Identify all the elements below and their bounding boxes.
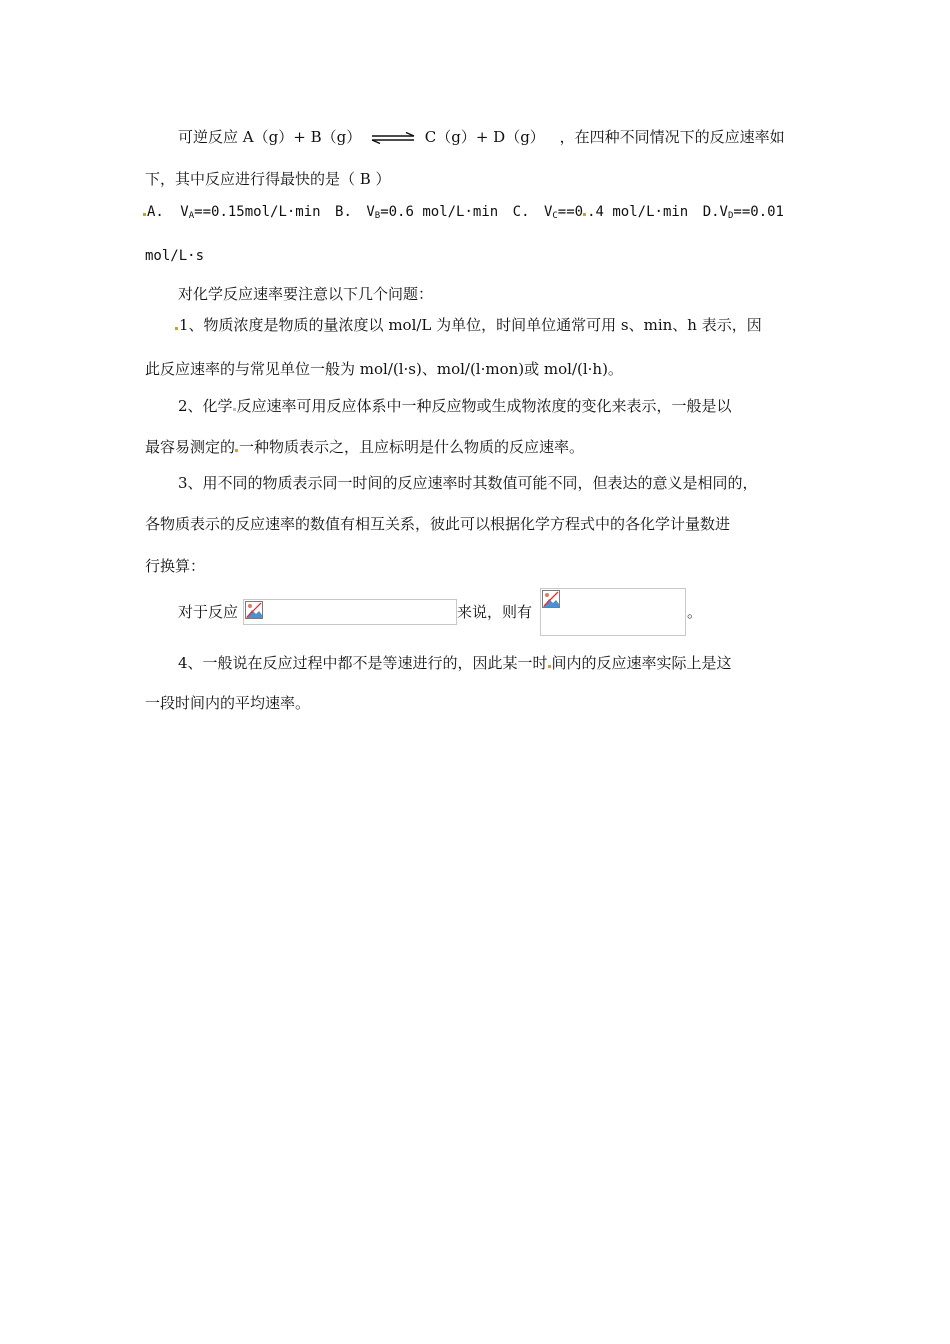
problem-line-2: 下，其中反应进行得最快的是（ B ） [145, 170, 391, 188]
option-d-sub: D [727, 211, 734, 221]
note-3-formula-prefix: 对于反应 [178, 603, 239, 621]
option-d-label: D.V [702, 204, 728, 220]
problem-prefix: 可逆反应 [178, 128, 239, 146]
option-b-sub: B [374, 211, 381, 221]
note-3-formula-end: 。 [687, 603, 703, 621]
note-2-text-b2: 一种物质表示之，且应标明是什么物质的反应速率。 [239, 438, 585, 456]
note-2-text-a2: 反应速率可用反应体系中一种反应物或生成物浓度的变化来表示，一般是以 [236, 397, 732, 415]
note-3-line-c: 行换算： [145, 557, 206, 575]
option-c-var: V [543, 204, 553, 220]
option-c-label: C. [512, 204, 530, 220]
problem-suffix: ，在四种不同情况下的反应速率如 [559, 128, 785, 146]
note-3-formula-mid: 来说，则有 [457, 603, 533, 621]
option-b-value: =0.6 mol/L·min [380, 204, 499, 220]
marker-dot [233, 408, 236, 411]
marker-dot [235, 449, 238, 452]
note-2-text-a1: 2、化学 [178, 397, 233, 415]
broken-image-icon [542, 590, 560, 608]
products: C（g）+ D（g） [424, 128, 545, 146]
option-a-label: A. [147, 204, 164, 220]
note-1-text-a: 1、物质浓度是物质的量浓度以 mol/L 为单位，时间单位通常可用 s、min、h 表示，因 [179, 316, 762, 334]
note-3-line-b: 各物质表示的反应速率的数值有相互关系，彼此可以根据化学方程式中的各化学计量数进 [145, 515, 731, 533]
option-a-sub: A [188, 211, 195, 221]
note-4-text-a1: 4、一般说在反应过程中都不是等速进行的，因此某一时 [178, 654, 548, 672]
option-d-unit: mol/L·s [145, 248, 205, 264]
option-a-value: ==0.15mol/L·min [194, 204, 321, 220]
option-c-sub: C [552, 211, 558, 221]
option-c-value-a: ==0 [557, 204, 584, 220]
note-3-line-a: 3、用不同的物质表示同一时间的反应速率时其数值可能不同，但表达的意义是相同的， [178, 474, 758, 492]
note-2-text-b1: 最容易测定的 [145, 438, 236, 456]
options-line [143, 202, 784, 226]
note-4-line-b: 一段时间内的平均速率。 [145, 694, 311, 712]
note-1-line-a [175, 315, 762, 335]
note-1-line-b: 此反应速率的与常见单位一般为 mol/(l·s)、mol/(l·mon)或 mol/(l·h)。 [145, 360, 623, 378]
option-b-label: B. [335, 204, 352, 220]
option-a-var: V [180, 204, 189, 220]
reaction-equation-image [243, 599, 457, 625]
option-d-value: ==0.01 [733, 204, 784, 220]
note-4-text-a2: 间内的反应速率实际上是这 [551, 654, 732, 672]
marker-dot [583, 213, 586, 216]
option-b-var: V [366, 204, 375, 220]
problem-line-1 [178, 127, 785, 147]
note-4-line-a [178, 653, 732, 673]
notes-intro: 对化学反应速率要注意以下几个问题： [178, 285, 434, 303]
note-2-line-a [178, 396, 732, 416]
reactants: A（g）+ B（g） [242, 128, 362, 146]
broken-image-icon [245, 601, 263, 619]
rate-ratio-image [540, 588, 686, 636]
note-2-line-b [145, 437, 584, 457]
marker-dot [175, 327, 178, 330]
equilibrium-arrow-icon [370, 132, 416, 144]
marker-dot [548, 665, 551, 668]
marker-dot [143, 213, 146, 216]
option-c-value-b: .4 mol/L·min [587, 204, 689, 220]
